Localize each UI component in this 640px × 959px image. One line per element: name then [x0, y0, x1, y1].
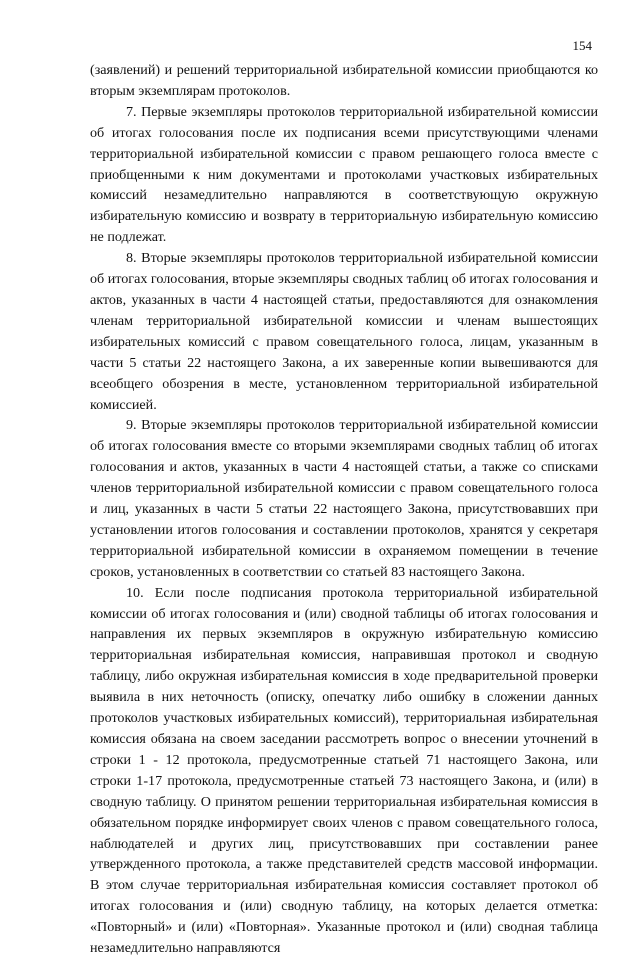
paragraph-item-8: 8. Вторые экземпляры протоколов территориальной избирательной комиссии об итогах голосования, вторые экземпляры сводных таблиц об итогах голосования и актов, указанных в части 4 настоящей статьи, предоставляются для ознакомления членам территориальной избирательной комиссии и членам вышестоящих избирательных комиссий с правом совещательного голоса, лицам, указанным в части 5 статьи 22 настоящего Закона, а их заверенные копии вывешиваются для всеобщего обозрения в месте, установленном территориальной избирательной комиссией.: [90, 250, 598, 413]
paragraph-item-10: 10. Если после подписания протокола территориальной избирательной комиссии об итогах голосования и (или) сводной таблицы об итогах голосования и направления их первых экземпляров в окружную избирательную комиссию территориальная избирательная комиссия, направившая протокол и сводную таблицу, либо окружная избирательная комиссия в ходе предварительной проверки выявила в них неточность (описку, опечатку либо ошибку в сложении данных протоколов участковых избирательных комиссий), территориальная избирательная комиссия обязана на своем заседании рассмотреть вопрос о внесении уточнений в строки 1 - 12 протокола, предусмотренные статьей 71 настоящего Закона, или строки 1-17 протокола, предусмотренные статьей 73 настоящего Закона, и (или) в сводную таблицу. О принятом решении территориальная избирательная комиссия в обязательном порядке информирует своих членов с правом совещательного голоса, наблюдателей и других лиц, присутствовавших при составлении ранее утвержденного протокола, а также представителей средств массовой информации. В этом случае территориальная избирательная комиссия составляет протокол об итогах голосования и (или) сводную таблицу, на которых делается отметка: «Повторный» и (или) «Повторная». Указанные протокол и (или) сводная таблица незамедлительно направляются: [90, 584, 598, 957]
page-number: 154: [572, 38, 592, 53]
paragraph-item-7: 7. Первые экземпляры протоколов территориальной избирательной комиссии об итогах голосования после их подписания всеми присутствующими членами территориальной избирательной комиссии с правом решающего голоса вместе с приобщенными к ним документами и протоколами участковых избирательных комиссий незамедлительно направляются в соответствующую окружную избирательную комиссию и возврату в территориальную избирательную комиссию не подлежат.: [90, 103, 598, 246]
paragraph-continuation: (заявлений) и решений территориальной избирательной комиссии приобщаются ко вторым экземплярам протоколов.: [90, 62, 598, 99]
paragraph-item-9: 9. Вторые экземпляры протоколов территориальной избирательной комиссии об итогах голосования вместе со вторыми экземплярами сводных таблиц об итогах голосования и актов, указанных в части 4 настоящей статьи, а также со списками членов территориальной избирательной комиссии с правом совещательного голоса и лиц, указанных в части 5 статьи 22 настоящего Закона, присутствовавших при установлении итогов голосования и составлении протоколов, хранятся у секретаря территориальной избирательной комиссии в охраняемом помещении в течение сроков, установленных в соответствии со статьей 83 настоящего Закона.: [90, 417, 598, 580]
document-body: [90, 60, 598, 959]
